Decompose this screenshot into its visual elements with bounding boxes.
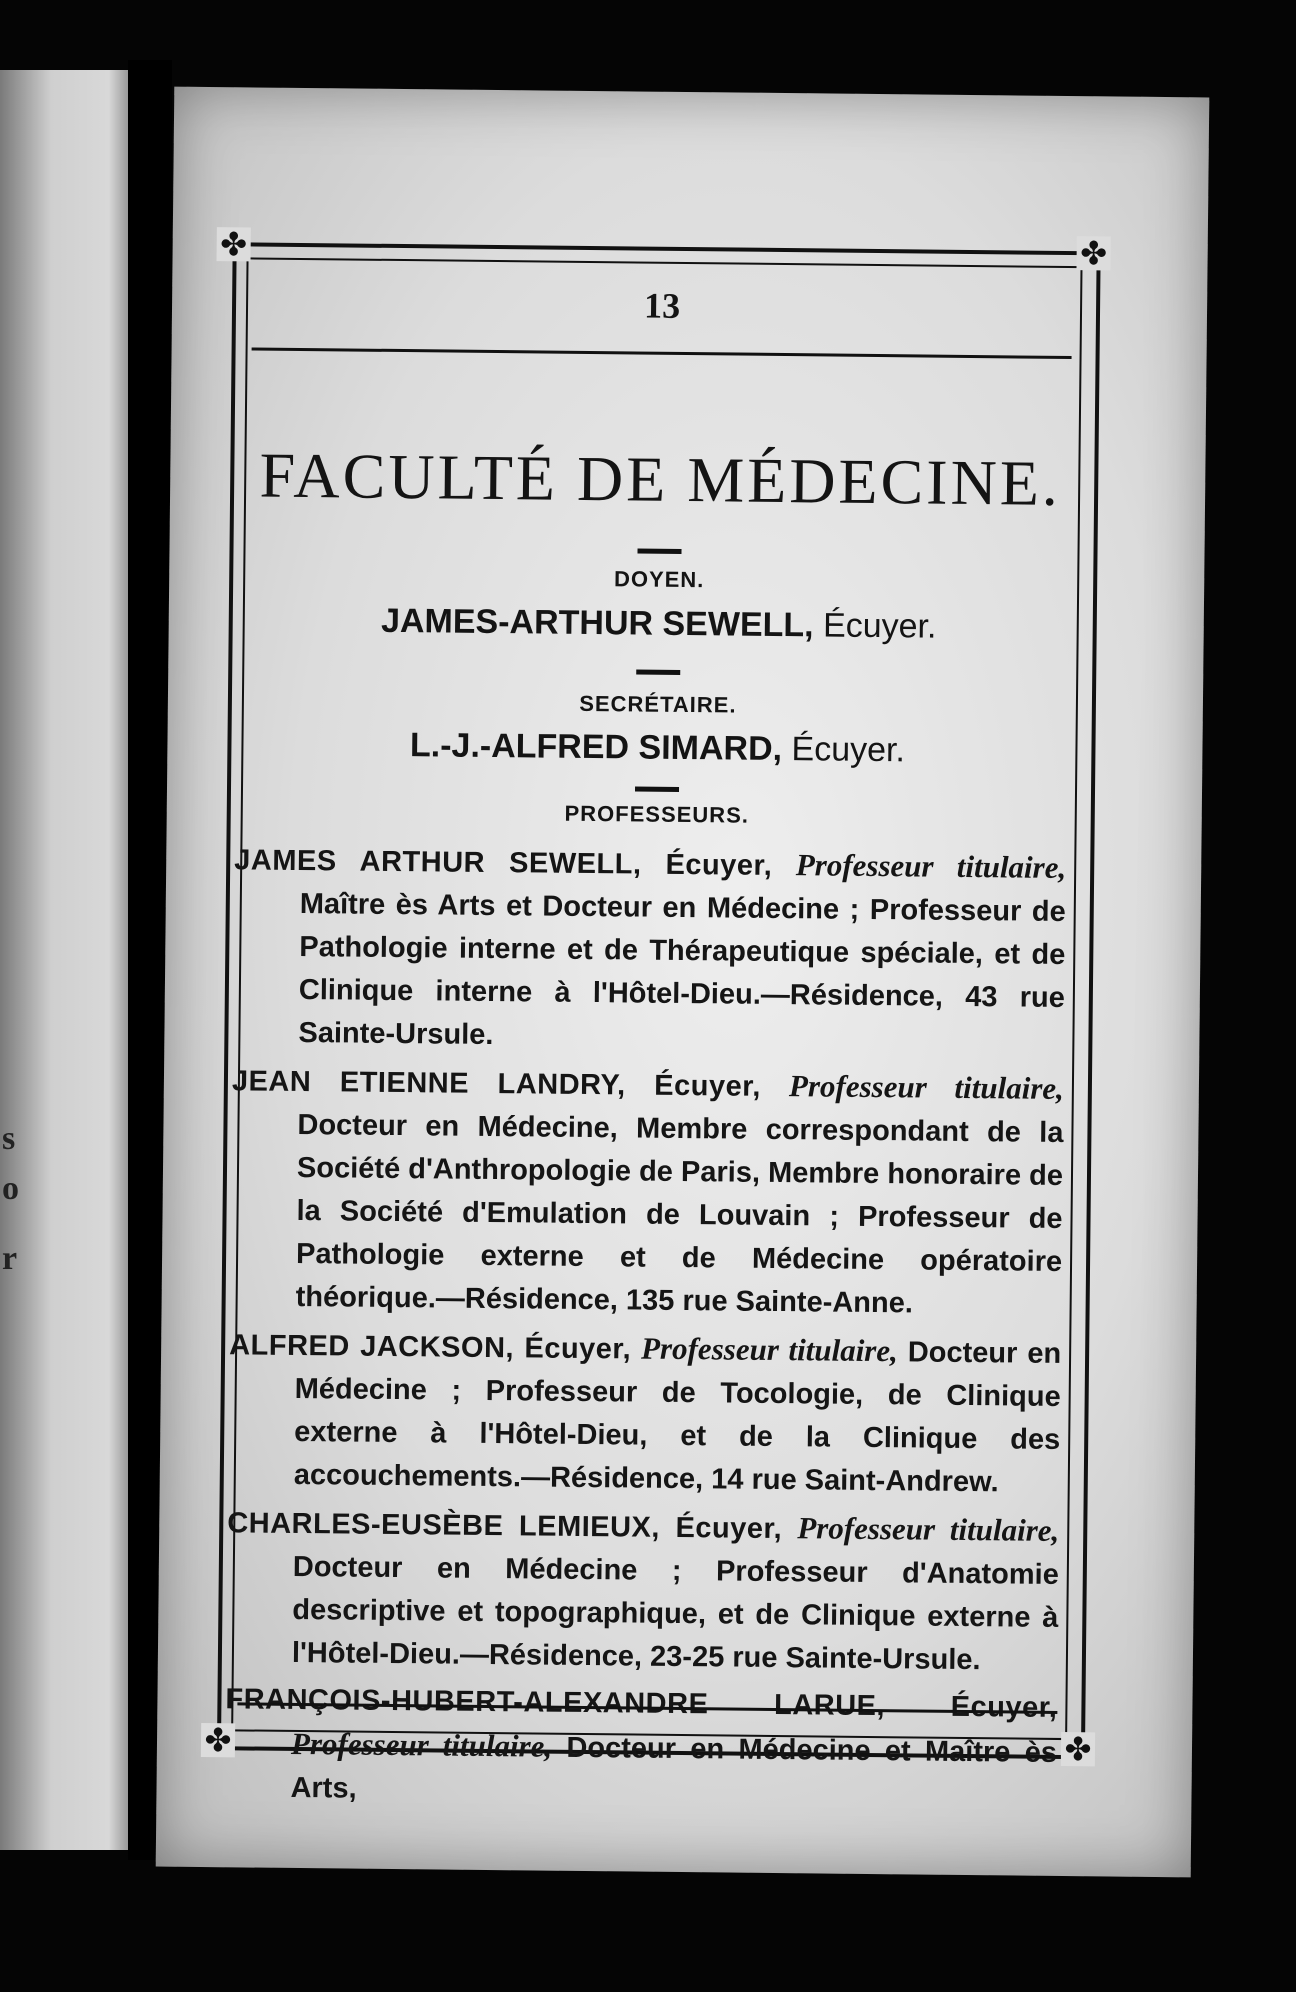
separator-dash [635, 786, 679, 791]
secretaire-name: L.-J.-ALFRED SIMARD, [409, 726, 783, 769]
header-rule [252, 347, 1072, 359]
professor-name: JEAN ETIENNE LANDRY, Écuyer, [231, 1065, 762, 1103]
left-page-letter: r [2, 1240, 18, 1277]
left-page-fragment [0, 70, 128, 1850]
doyen-name: JAMES-ARTHUR SEWELL, [380, 601, 814, 645]
book-page [156, 87, 1210, 1878]
professor-entry [224, 1678, 1057, 1818]
professor-entry [232, 837, 1066, 1063]
corner-ornament-icon: ✤ [201, 1723, 235, 1757]
page-title: FACULTÉ DE MÉDECINE. [259, 439, 1062, 519]
separator-dash [637, 549, 681, 554]
left-page-letter: s [2, 1120, 16, 1157]
professor-description: Docteur en Médecine ; Professeur de Tocologie, de Clinique externe à l'Hôtel-Dieu, et de la Clinique des accouchements.—Résidence, 14 rue Saint-Andrew. [293, 1336, 1062, 1499]
professor-role: Professeur titulaire, [795, 847, 1067, 886]
corner-ornament-icon: ✤ [217, 227, 251, 261]
professor-role: Professeur titulaire, [788, 1068, 1065, 1106]
professor-role: Professeur titulaire, [797, 1510, 1060, 1548]
professor-description: Maître ès Arts et Docteur en Médecine ; Professeur de Pathologie interne et de Thérapeutique spéciale, et de Clinique interne à l'Hôtel-Dieu.—Résidence, 43 rue Sainte-Ursule. [298, 887, 1066, 1052]
professor-description: Docteur en Médecine, Membre correspondant de la Société d'Anthropologie de Paris, Membre honoraire de la Société d'Emulation de Louvain ; Professeur de Pathologie externe et de Médecine opératoire théorique.—Résidence, 135 rue Sainte-Anne. [295, 1108, 1064, 1320]
professor-name: JAMES ARTHUR SEWELL, Écuyer, [234, 844, 773, 882]
professor-name: CHARLES-EUSÈBE LEMIEUX, Écuyer, [227, 1507, 783, 1546]
page-content [225, 262, 1072, 1805]
professor-role: Professeur titulaire, [640, 1330, 899, 1369]
professor-entry [228, 1322, 1062, 1505]
professeurs-list [224, 837, 1066, 1822]
corner-ornament-icon: ✤ [1061, 1732, 1095, 1766]
doyen-title: Écuyer. [822, 606, 937, 646]
doyen-entry [249, 600, 1069, 648]
professor-description: Docteur en Médecine ; Professeur d'Anatomie descriptive et topographique, et de Clinique externe à l'Hôtel-Dieu.—Résidence, 23-25 rue Sainte-Ursule. [291, 1550, 1059, 1677]
professeurs-label: PROFESSEURS. [564, 800, 750, 828]
left-page-letter: o [2, 1170, 19, 1207]
professor-name: FRANÇOIS-HUBERT-ALEXANDRE LARUE, Écuyer, [225, 1683, 1058, 1724]
professor-entry [229, 1058, 1064, 1327]
page-number: 13 [643, 285, 681, 326]
corner-ornament-icon: ✤ [1076, 236, 1110, 270]
secretaire-label: SECRÉTAIRE. [579, 690, 737, 718]
professor-description: Docteur en Médecine et Maître ès Arts, [290, 1731, 1058, 1805]
professor-role: Professeur titulaire, [290, 1725, 553, 1764]
professor-entry [226, 1500, 1060, 1683]
separator-dash [636, 669, 680, 674]
secretaire-title: Écuyer. [791, 730, 906, 770]
professor-name: ALFRED JACKSON, Écuyer, [229, 1329, 632, 1366]
doyen-label: DOYEN. [613, 566, 705, 593]
secretaire-entry [247, 724, 1067, 772]
